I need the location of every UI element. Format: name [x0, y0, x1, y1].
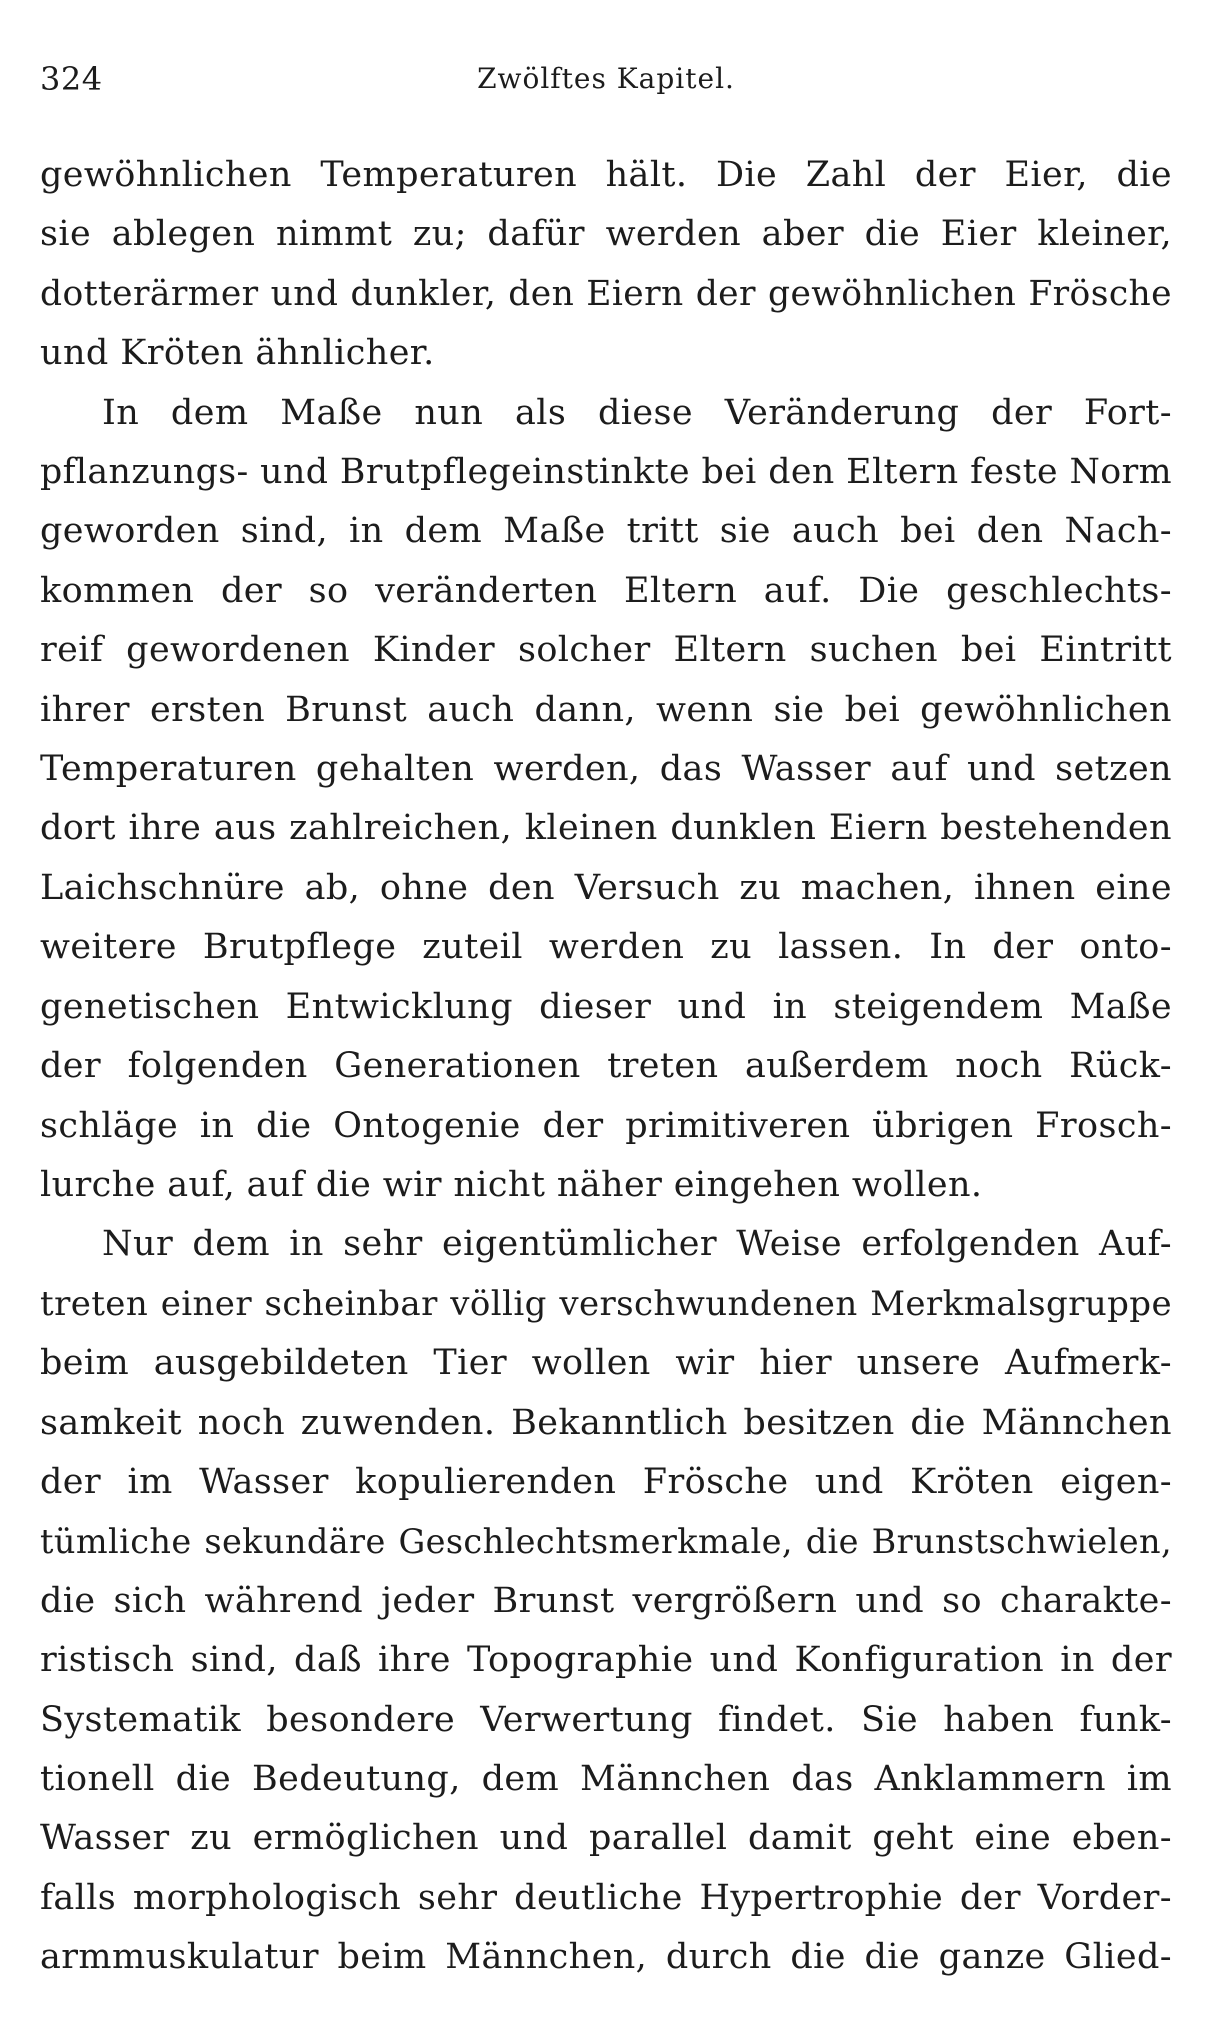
body-text: [40, 146, 1172, 1988]
text-line: samkeit noch zuwenden. Bekanntlich besitzen die Männchen: [40, 1402, 1172, 1443]
text-line: falls morphologisch sehr deutliche Hypertrophie der Vorder-: [40, 1877, 1172, 1918]
text-line: tümliche sekundäre Geschlechtsmerkmale, die Brunstschwielen,: [40, 1522, 1172, 1562]
text-line: tionell die Bedeutung, dem Männchen das Anklammern im: [40, 1758, 1172, 1799]
text-line: genetischen Entwicklung dieser und in steigendem Maße: [40, 986, 1172, 1027]
text-line: Wasser zu ermöglichen und parallel damit geht eine eben-: [40, 1818, 1172, 1859]
text-line: schläge in die Ontogenie der primitiveren übrigen Frosch-: [40, 1105, 1172, 1146]
text-line: lurche auf, auf die wir nicht näher eingehen wollen.: [40, 1164, 983, 1205]
text-line: und Kröten ähnlicher.: [40, 333, 435, 374]
paragraph: [40, 146, 1172, 384]
text-line: dort ihre aus zahlreichen, kleinen dunklen Eiern bestehenden: [40, 808, 1172, 849]
text-line: kommen der so veränderten Eltern auf. Die geschlechts-: [40, 570, 1172, 611]
text-line: dotterärmer und dunkler, den Eiern der gewöhnlichen Frösche: [40, 273, 1172, 314]
paragraph: [40, 1215, 1172, 1987]
text-line: sie ablegen nimmt zu; dafür werden aber die Eier kleiner,: [40, 214, 1172, 255]
text-line: beim ausgebildeten Tier wollen wir hier unsere Aufmerk-: [40, 1343, 1172, 1384]
text-line: der im Wasser kopulierenden Frösche und Kröten eigen-: [40, 1461, 1172, 1502]
text-line: geworden sind, in dem Maße tritt sie auch bei den Nach-: [40, 511, 1172, 552]
text-line: die sich während jeder Brunst vergrößern und so charakte-: [40, 1580, 1172, 1621]
text-line: Nur dem in sehr eigentümlicher Weise erfolgenden Auf-: [102, 1224, 1172, 1265]
text-line: ristisch sind, daß ihre Topographie und Konfiguration in der: [40, 1640, 1172, 1681]
book-page: [40, 60, 1172, 1988]
paragraph: [40, 384, 1172, 1216]
running-head: Zwölftes Kapitel.: [477, 62, 735, 95]
page-number: 324: [40, 60, 103, 98]
text-line: weitere Brutpflege zuteil werden zu lassen. In der onto-: [40, 927, 1172, 968]
text-line: pflanzungs- und Brutpflegeinstinkte bei den Eltern feste Norm: [40, 452, 1172, 493]
page-header: [40, 60, 1172, 116]
text-line: ihrer ersten Brunst auch dann, wenn sie bei gewöhnlichen: [40, 689, 1172, 730]
text-line: gewöhnlichen Temperaturen hält. Die Zahl der Eier, die: [40, 155, 1172, 195]
text-line: Temperaturen gehalten werden, das Wasser auf und setzen: [40, 749, 1172, 790]
text-line: treten einer scheinbar völlig verschwundenen Merkmalsgruppe: [40, 1283, 1172, 1324]
text-line: reif gewordenen Kinder solcher Eltern suchen bei Eintritt: [40, 630, 1172, 671]
text-line: Systematik besondere Verwertung findet. Sie haben funk-: [40, 1699, 1172, 1740]
text-line: Laichschnüre ab, ohne den Versuch zu machen, ihnen eine: [40, 867, 1172, 908]
text-line: armmuskulatur beim Männchen, durch die die ganze Glied-: [40, 1937, 1172, 1978]
text-line: In dem Maße nun als diese Veränderung der Fort-: [102, 392, 1172, 433]
text-line: der folgenden Generationen treten außerdem noch Rück-: [40, 1046, 1172, 1087]
